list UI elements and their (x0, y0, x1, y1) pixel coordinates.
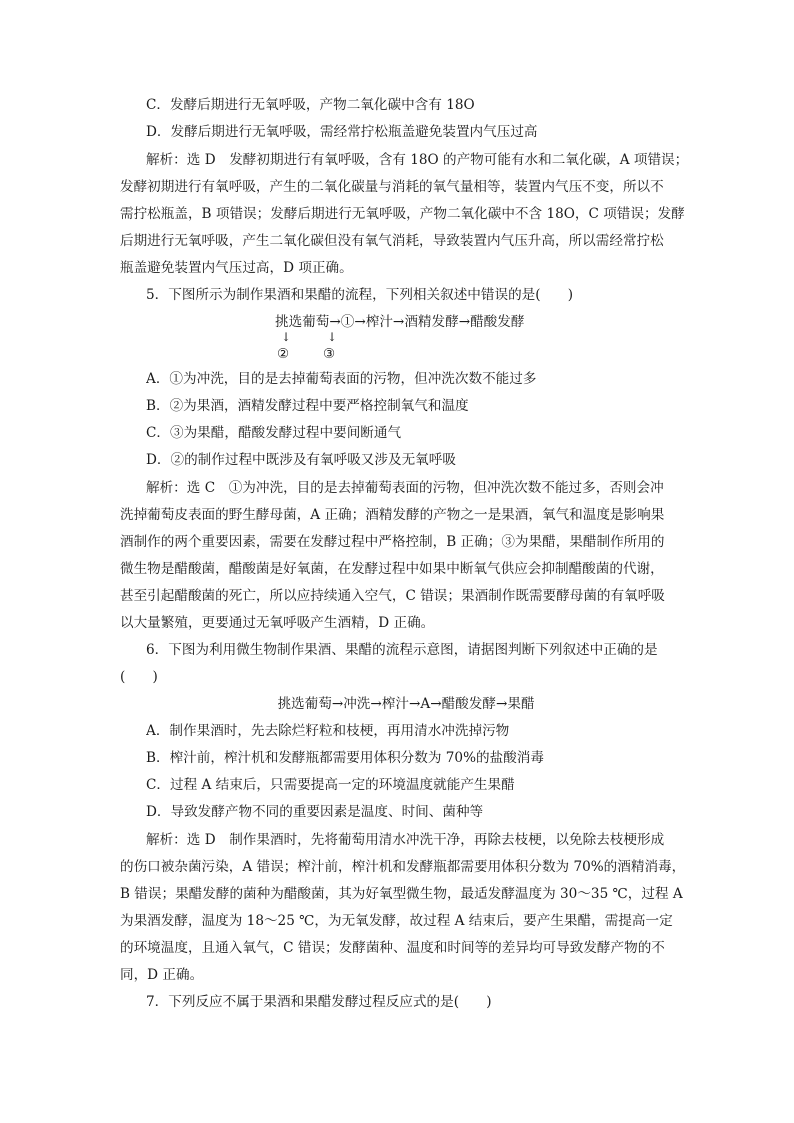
q4-analysis-line: 后期进行无氧呼吸，产生二氧化碳但没有氧气消耗，导致装置内气压升高，所以需经常拧松 (120, 233, 664, 249)
q6-option: D．导致发酵产物不同的重要因素是温度、时间、菌种等 (146, 804, 484, 820)
q6-stem: 6．下图为利用微生物制作果酒、果醋的流程示意图，请据图判断下列叙述中正确的是 (146, 642, 658, 658)
q5-down-arrow-right: ↓ (327, 330, 338, 344)
q5-option: D．②的制作过程中既涉及有氧呼吸又涉及无氧呼吸 (146, 452, 456, 468)
q5-analysis-line: 洗掉葡萄皮表面的野生酵母菌，A 正确；酒精发酵的产物之一是果酒，氧气和温度是影响果 (120, 507, 665, 523)
q4-analysis-line: 解析：选 D 发酵初期进行有氧呼吸，含有 18O 的产物可能有水和二氧化碳，A 项错误； (146, 152, 689, 168)
q5-analysis-line: 甚至引起醋酸菌的死亡，所以应持续通入空气，C 错误；果酒制作既需要酵母菌的有氧呼吸 (120, 588, 665, 604)
q5-down-arrow-left: ↓ (281, 330, 292, 344)
q5-analysis-line: 以大量繁殖，更要通过无氧呼吸产生酒精，D 正确。 (120, 615, 435, 631)
q6-option: B．榨汁前，榨汁机和发酵瓶都需要用体积分数为 70%的盐酸消毒 (146, 750, 544, 766)
q5-analysis-line: 酒制作的两个重要因素，需要在发酵过程中严格控制，B 正确；③为果醋，果醋制作所用的 (120, 534, 665, 550)
q5-option: A．①为冲洗，目的是去掉葡萄表面的污物，但冲洗次数不能过多 (146, 371, 537, 387)
q4-analysis-line: 发酵初期进行有氧呼吸，产生的二氧化碳量与消耗的氧气量相等，装置内气压不变，所以不 (120, 179, 664, 195)
q6-flow-diagram: 挑选葡萄→冲洗→榨汁→A→醋酸发酵→果醋 (277, 696, 535, 712)
q4-analysis-line: 瓶盖避免装置内气压过高，D 项正确。 (120, 260, 353, 276)
q6-analysis-line: 的伤口被杂菌污染，A 错误；榨汁前，榨汁机和发酵瓶都需要用体积分数为 70%的酒精消毒， (120, 859, 686, 875)
q5-option: B．②为果酒，酒精发酵过程中要严格控制氧气和温度 (146, 398, 469, 414)
q6-stem-continued: ( ) (120, 669, 158, 685)
q6-analysis-line: 解析：选 D 制作果酒时，先将葡萄用清水冲洗干净，再除去枝梗，以免除去枝梗形成 (146, 832, 665, 848)
q6-analysis-line: 的环境温度，且通入氧气，C 错误；发酵菌种、温度和时间等的差异均可导致发酵产物的不 (120, 940, 665, 956)
q6-option: C．过程 A 结束后，只需要提高一定的环境温度就能产生果醋 (146, 777, 515, 793)
q4-analysis-line: 需拧松瓶盖，B 项错误；发酵后期进行无氧呼吸，产物二氧化碳中不含 18O，C 项错误；发酵 (120, 206, 685, 222)
q5-analysis-line: 解析：选 C ①为冲洗，目的是去掉葡萄表面的污物，但冲洗次数不能过多，否则会冲 (146, 480, 664, 496)
q5-branch-left: ② (277, 346, 290, 362)
q4-option-d: D．发酵后期进行无氧呼吸，需经常拧松瓶盖避免装置内气压过高 (146, 124, 538, 140)
q5-stem: 5．下图所示为制作果酒和果醋的流程，下列相关叙述中错误的是( ) (146, 287, 574, 303)
q6-analysis-line: 同，D 正确。 (120, 967, 204, 983)
q5-analysis-line: 微生物是醋酸菌，醋酸菌是好氧菌，在发酵过程中如果中断氧气供应会抑制醋酸菌的代谢， (120, 561, 664, 577)
q6-analysis-line: B 错误；果醋发酵的菌种为醋酸菌，其为好氧型微生物，最适发酵温度为 30～35 ℃，过程 A (120, 886, 683, 902)
q5-option: C．③为果醋，醋酸发酵过程中要间断通气 (146, 425, 402, 441)
q4-option-c: C．发酵后期进行无氧呼吸，产物二氧化碳中含有 18O (146, 97, 475, 113)
q6-analysis-line: 为果酒发酵，温度为 18～25 ℃，为无氧发酵，故过程 A 结束后，要产生果醋，需提高一定 (120, 913, 673, 929)
q5-flow-diagram: 挑选葡萄→①→榨汁→酒精发酵→醋酸发酵 (275, 314, 525, 330)
q7-stem: 7．下列反应不属于果酒和果醋发酵过程反应式的是( ) (146, 994, 492, 1010)
q5-branch-right: ③ (323, 346, 336, 362)
q6-option: A．制作果酒时，先去除烂籽粒和枝梗，再用清水冲洗掉污物 (146, 723, 510, 739)
